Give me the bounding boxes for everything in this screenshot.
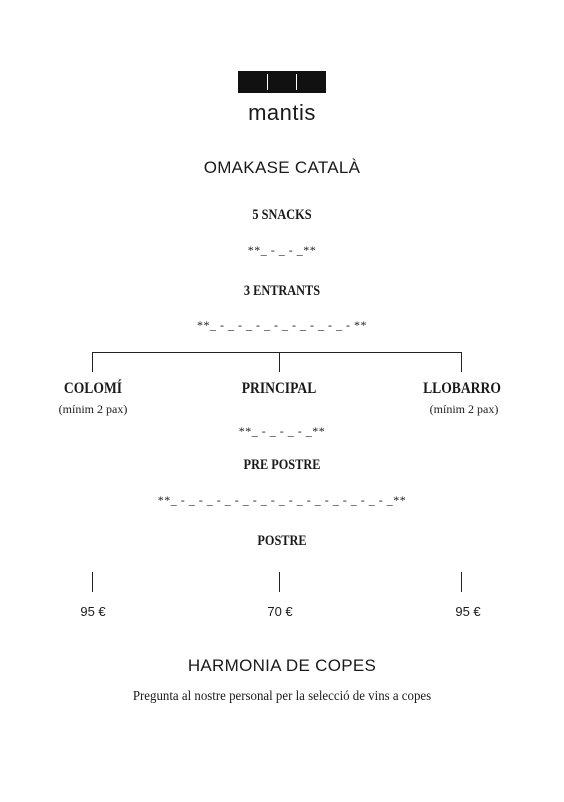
price-llobarro: 95 € bbox=[455, 604, 481, 619]
course-pre-postre: PRE POSTRE bbox=[243, 457, 321, 473]
branch-horizontal-line bbox=[92, 352, 462, 353]
option-llobarro-name: LLOBARRO bbox=[423, 380, 501, 397]
price-tick-right bbox=[461, 572, 462, 592]
pairing-text: Pregunta al nostre personal per la selecció de vins a copes bbox=[132, 689, 432, 704]
option-colomi-name: COLOMÍ bbox=[63, 380, 123, 397]
pairing-title: HARMONIA DE COPES bbox=[187, 656, 377, 675]
separator-2: **_ - _ - _ - _ - _ - _ - _ - _ - ** bbox=[197, 318, 367, 332]
price-colomi: 95 € bbox=[80, 604, 106, 619]
branch-center-line bbox=[279, 352, 280, 372]
price-tick-left bbox=[92, 572, 93, 592]
course-snacks: 5 SNACKS bbox=[252, 207, 312, 223]
logo-mark-divider bbox=[267, 74, 268, 90]
option-principal-name: PRINCIPAL bbox=[241, 380, 317, 397]
branch-right-line bbox=[461, 352, 462, 372]
branch-left-line bbox=[92, 352, 93, 372]
option-colomi-note: (mínim 2 pax) bbox=[58, 402, 128, 416]
separator-1: **_ - _ - _** bbox=[247, 243, 317, 257]
separator-4: **_ - _ - _ - _ - _ - _ - _ - _ - _ - _ - _ - _ - _** bbox=[157, 493, 407, 507]
price-tick-center bbox=[279, 572, 280, 592]
price-principal: 70 € bbox=[267, 604, 293, 619]
option-llobarro-note: (mínim 2 pax) bbox=[429, 402, 499, 416]
menu-title: OMAKASE CATALÀ bbox=[203, 158, 361, 177]
logo-mark-divider bbox=[296, 74, 297, 90]
logo-wordmark: mantis bbox=[248, 100, 316, 125]
course-entrants: 3 ENTRANTS bbox=[243, 283, 321, 299]
course-postre: POSTRE bbox=[257, 533, 307, 549]
logo-mark bbox=[238, 71, 326, 93]
separator-3: **_ - _ - _ - _** bbox=[238, 424, 326, 438]
